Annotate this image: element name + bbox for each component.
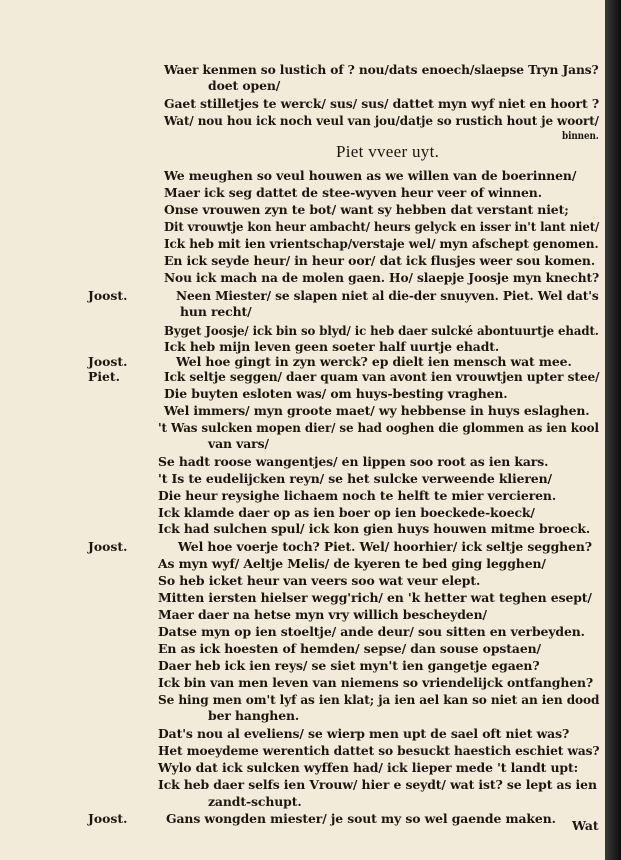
text-line: Ick heb mijn leven geen soeter half uurtje ehadt. (164, 339, 500, 354)
speaker-label: Joost. (88, 539, 128, 554)
text-line: Mitten iersten hielser wegg'rich/ en 'k hetter wat teghen esept/ (158, 590, 592, 605)
text-line: Ick had sulchen spul/ ick kon gien huys houwen mitme broeck. (158, 521, 591, 536)
text-line: van vars/ (208, 436, 269, 451)
text-line: Gans wongden miester/ je sout my so wel gaende maken. (166, 811, 556, 826)
text-line: Het moeydeme werentich dattet so besuckt haestich eschiet was? (158, 743, 600, 758)
text-line: Datse myn op ien stoeltje/ ande deur/ sou sitten en verbeyden. (158, 624, 585, 639)
text-line: Se hing men om't lyf as ien klat; ja ien ael kan so niet an ien dood (158, 692, 600, 707)
text-line: Wel immers/ myn groote maet/ wy hebbense in huys eslaghen. (164, 403, 590, 418)
text-line-catch: binnen. (562, 131, 599, 142)
text-line: Maer daer na hetse myn vry willich bescheyden/ (158, 607, 487, 622)
text-line: Nou ick mach na de molen gaen. Ho/ slaepje Joosje myn knecht? (164, 270, 600, 285)
text-line: 't Was sulcken mopen dier/ se had ooghen die glommen as ien kool (158, 420, 599, 435)
text-line: Wel hoe gingt in zyn werck? ep dielt ien mensch wat mee. (176, 354, 572, 369)
catchword: Wat (572, 818, 599, 833)
text-line: En ick seyde heur/ in heur oor/ dat ick flusjes weer sou komen. (164, 253, 596, 268)
text-line: Daer heb ick ien reys/ se siet myn't ien gangetje egaen? (158, 658, 540, 673)
text-line: Maer ick seg dattet de stee-wyven heur veer of winnen. (164, 185, 542, 200)
text-line: Ick klamde daer op as ien boer op ien boeckede-koeck/ (158, 505, 535, 520)
text-line: We meughen so veul houwen as we willen van de boerinnen/ (164, 168, 577, 183)
text-line: Ick seltje seggen/ daer quam van avont ien vrouwtjen upter stee/ (164, 369, 600, 384)
text-line: Se hadt roose wangentjes/ en lippen soo root as ien kars. (158, 454, 549, 469)
text-line: Ick heb mit ien vrientschap/verstaje wel/ myn afschept genomen. (164, 236, 599, 251)
text-line: Wylo dat ick sulcken wyffen had/ ick lieper mede 't landt upt: (158, 760, 579, 775)
text-line: Byget Joosje/ ick bin so blyd/ ic heb daer sulcké abontuurtje ehadt. (164, 323, 599, 338)
text-line: hun recht/ (180, 304, 252, 319)
text-line: ber hanghen. (208, 708, 300, 723)
text-line: Die heur reysighe lichaem noch te helft te mier vercieren. (158, 488, 557, 503)
speaker-label: Joost. (88, 288, 128, 303)
speaker-label: Piet. (88, 369, 120, 384)
book-spine (605, 0, 621, 860)
text-line: So heb icket heur van veers soo wat veur elept. (158, 573, 481, 588)
text-line: Gaet stilletjes te werck/ sus/ sus/ dattet myn wyf niet en hoort ? (164, 96, 599, 111)
text-line: 't Is te eudelijcken reyn/ se het sulcke verweende klieren/ (158, 471, 552, 486)
speaker-label: Joost. (88, 354, 128, 369)
text-line: zandt-schupt. (208, 794, 302, 809)
text-line: Wel hoe voerje toch? Piet. Wel/ hoorhier/ ick seltje segghen? (178, 539, 592, 554)
speaker-label: Joost. (88, 811, 128, 826)
text-line: Ick heb daer selfs ien Vrouw/ hier e seydt/ wat ist? se lept as ien (158, 777, 597, 792)
text-line: doet open/ (208, 78, 281, 93)
section-heading: Piet vveer uyt. (336, 142, 440, 161)
text-line: Neen Miester/ se slapen niet al die-der snuyven. Piet. Wel dat's (176, 288, 599, 303)
text-line: Onse vrouwen zyn te bot/ want sy hebben dat verstant niet; (164, 202, 569, 217)
text-line: Dat's nou al eveliens/ se wierp men upt de sael oft niet was? (158, 726, 570, 741)
text-line: Die buyten esloten was/ om huys-besting vraghen. (164, 386, 508, 401)
text-line: Dit vrouwtje kon heur ambacht/ heurs gelyck en isser in't lant niet/ (164, 219, 600, 234)
text-line: Ick bin van men leven van niemens so vriendelijck ontfanghen? (158, 675, 594, 690)
text-line: En as ick hoesten of hemden/ sepse/ dan souse opstaen/ (158, 641, 541, 656)
text-line: As myn wyf/ Aeltje Melis/ de kyeren te bed ging legghen/ (158, 556, 546, 571)
text-line: Waer kenmen so lustich of ? nou/dats enoech/slaepse Tryn Jans? (164, 62, 599, 77)
text-line: Wat/ nou hou ick noch veul van jou/datje so rustich hout je woort/ (164, 113, 599, 128)
